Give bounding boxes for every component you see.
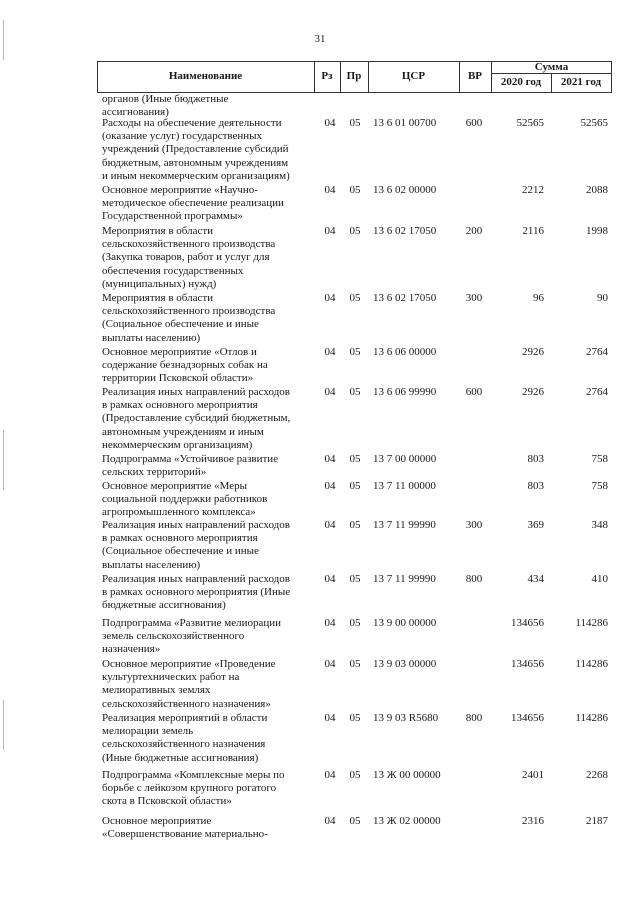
row-name: Подпрограмма «Развитие мелиорации земель сельскохозяйственного назначения» xyxy=(102,617,281,656)
row-vr: 300 xyxy=(465,519,483,531)
row-name: Основное мероприятие «Научно- методическое обеспечение реализации Государственной программы» xyxy=(102,184,284,223)
row-vr: 300 xyxy=(465,292,483,304)
row-rz: 04 xyxy=(324,386,336,398)
row-sum-2021: 2268 xyxy=(586,769,608,781)
row-sum-2021: 114286 xyxy=(575,712,608,724)
row-csr: 13 6 02 17050 xyxy=(373,225,437,237)
page-number: 31 xyxy=(314,33,326,45)
row-csr: 13 6 06 99990 xyxy=(373,386,437,398)
row-name: органов (Иные бюджетные ассигнования) xyxy=(102,93,229,119)
row-sum-2021: 2764 xyxy=(586,386,608,398)
row-sum-2020: 52565 xyxy=(516,117,544,129)
row-sum-2021: 410 xyxy=(591,573,608,585)
row-sum-2021: 90 xyxy=(597,292,608,304)
row-pr: 05 xyxy=(349,658,361,670)
header-year-2020: 2020 год xyxy=(500,76,542,88)
row-pr: 05 xyxy=(349,573,361,585)
row-vr: 200 xyxy=(465,225,483,237)
row-name: Подпрограмма «Устойчивое развитие сельских территорий» xyxy=(102,453,279,479)
row-name: Реализация мероприятий в области мелиорации земель сельскохозяйственного назначения (Иные бюджетные ассигнования) xyxy=(102,712,268,764)
row-rz: 04 xyxy=(324,712,336,724)
row-rz: 04 xyxy=(324,617,336,629)
scan-edge-mark xyxy=(3,430,4,490)
row-pr: 05 xyxy=(349,617,361,629)
row-sum-2020: 2316 xyxy=(522,815,544,827)
row-pr: 05 xyxy=(349,346,361,358)
row-rz: 04 xyxy=(324,346,336,358)
row-vr: 800 xyxy=(465,573,483,585)
row-csr: 13 7 11 99990 xyxy=(373,519,436,531)
row-pr: 05 xyxy=(349,453,361,465)
row-rz: 04 xyxy=(324,519,336,531)
row-pr: 05 xyxy=(349,184,361,196)
row-sum-2021: 1998 xyxy=(586,225,608,237)
row-rz: 04 xyxy=(324,117,336,129)
row-sum-2020: 369 xyxy=(527,519,544,531)
header-csr: ЦСР xyxy=(401,70,426,82)
row-sum-2020: 134656 xyxy=(511,658,544,670)
row-rz: 04 xyxy=(324,769,336,781)
row-csr: 13 7 11 99990 xyxy=(373,573,436,585)
scan-edge-mark xyxy=(3,700,4,750)
row-sum-2020: 803 xyxy=(527,453,544,465)
row-pr: 05 xyxy=(349,225,361,237)
header-year-2021: 2021 год xyxy=(560,76,602,88)
row-sum-2021: 52565 xyxy=(580,117,608,129)
row-sum-2021: 758 xyxy=(591,480,608,492)
row-rz: 04 xyxy=(324,453,336,465)
row-name: Расходы на обеспечение деятельности (оказание услуг) государственных учреждений (Предоставление субсидий бюджетным, автономным учреждениям и иным некоммерческим организациям) xyxy=(102,117,290,182)
row-name: Основное мероприятие «Совершенствование материально- xyxy=(102,815,268,841)
row-sum-2020: 134656 xyxy=(511,712,544,724)
row-rz: 04 xyxy=(324,292,336,304)
row-sum-2020: 2926 xyxy=(522,346,544,358)
row-pr: 05 xyxy=(349,519,361,531)
row-csr: 13 7 00 00000 xyxy=(373,453,437,465)
row-sum-2020: 134656 xyxy=(511,617,544,629)
row-pr: 05 xyxy=(349,117,361,129)
row-sum-2020: 96 xyxy=(533,292,544,304)
row-csr: 13 9 00 00000 xyxy=(373,617,437,629)
row-sum-2021: 2088 xyxy=(586,184,608,196)
row-rz: 04 xyxy=(324,573,336,585)
row-csr: 13 6 02 17050 xyxy=(373,292,437,304)
row-rz: 04 xyxy=(324,225,336,237)
row-name: Основное мероприятие «Проведение культуртехнических работ на мелиоративных землях сельскохозяйственного назначения» xyxy=(102,658,276,710)
row-sum-2021: 2187 xyxy=(586,815,608,827)
header-sum: Сумма xyxy=(534,61,569,73)
row-rz: 04 xyxy=(324,815,336,827)
row-pr: 05 xyxy=(349,769,361,781)
row-name: Мероприятия в области сельскохозяйственного производства (Закупка товаров, работ и услуг для обеспечения государственных (муниципальных) нужд) xyxy=(102,225,276,290)
row-csr: 13 9 03 R5680 xyxy=(373,712,439,724)
row-name: Мероприятия в области сельскохозяйственного производства (Социальное обеспечение и иные выплаты населению) xyxy=(102,292,276,344)
row-sum-2020: 434 xyxy=(527,573,544,585)
row-name: Основное мероприятие «Меры социальной поддержки работников агропромышленного комплекса» xyxy=(102,480,268,519)
row-sum-2020: 2401 xyxy=(522,769,544,781)
row-name: Основное мероприятие «Отлов и содержание безнадзорных собак на территории Псковской области» xyxy=(102,346,268,385)
row-name: Реализация иных направлений расходов в рамках основного мероприятия (Предоставление субсидий бюджетным, автономным учреждениям и иным некоммерческим организациям) xyxy=(102,386,291,451)
row-vr: 600 xyxy=(465,386,483,398)
row-pr: 05 xyxy=(349,480,361,492)
row-name: Реализация иных направлений расходов в рамках основного мероприятия (Социальное обеспечение и иные выплаты населению) xyxy=(102,519,290,571)
row-csr: 13 6 01 00700 xyxy=(373,117,437,129)
row-csr: 13 Ж 00 00000 xyxy=(373,769,441,781)
row-csr: 13 7 11 00000 xyxy=(373,480,436,492)
row-sum-2021: 348 xyxy=(591,519,608,531)
row-rz: 04 xyxy=(324,658,336,670)
row-csr: 13 6 06 00000 xyxy=(373,346,437,358)
row-name: Реализация иных направлений расходов в рамках основного мероприятия (Иные бюджетные ассигнования) xyxy=(102,573,291,612)
row-sum-2020: 2116 xyxy=(522,225,544,237)
row-sum-2020: 2212 xyxy=(522,184,544,196)
row-sum-2021: 758 xyxy=(591,453,608,465)
row-csr: 13 6 02 00000 xyxy=(373,184,437,196)
row-sum-2020: 2926 xyxy=(522,386,544,398)
row-pr: 05 xyxy=(349,815,361,827)
row-rz: 04 xyxy=(324,184,336,196)
row-vr: 600 xyxy=(465,117,483,129)
header-vr: ВР xyxy=(467,70,483,82)
row-rz: 04 xyxy=(324,480,336,492)
row-sum-2021: 114286 xyxy=(575,617,608,629)
row-pr: 05 xyxy=(349,712,361,724)
header-name: Наименование xyxy=(168,70,243,82)
row-sum-2021: 114286 xyxy=(575,658,608,670)
row-name: Подпрограмма «Комплексные меры по борьбе с лейкозом крупного рогатого скота в Псковской области» xyxy=(102,769,285,808)
row-csr: 13 Ж 02 00000 xyxy=(373,815,441,827)
row-sum-2021: 2764 xyxy=(586,346,608,358)
row-pr: 05 xyxy=(349,386,361,398)
row-pr: 05 xyxy=(349,292,361,304)
row-sum-2020: 803 xyxy=(527,480,544,492)
row-vr: 800 xyxy=(465,712,483,724)
row-csr: 13 9 03 00000 xyxy=(373,658,437,670)
header-rz: Рз xyxy=(321,70,333,82)
header-pr: Пр xyxy=(346,70,362,82)
